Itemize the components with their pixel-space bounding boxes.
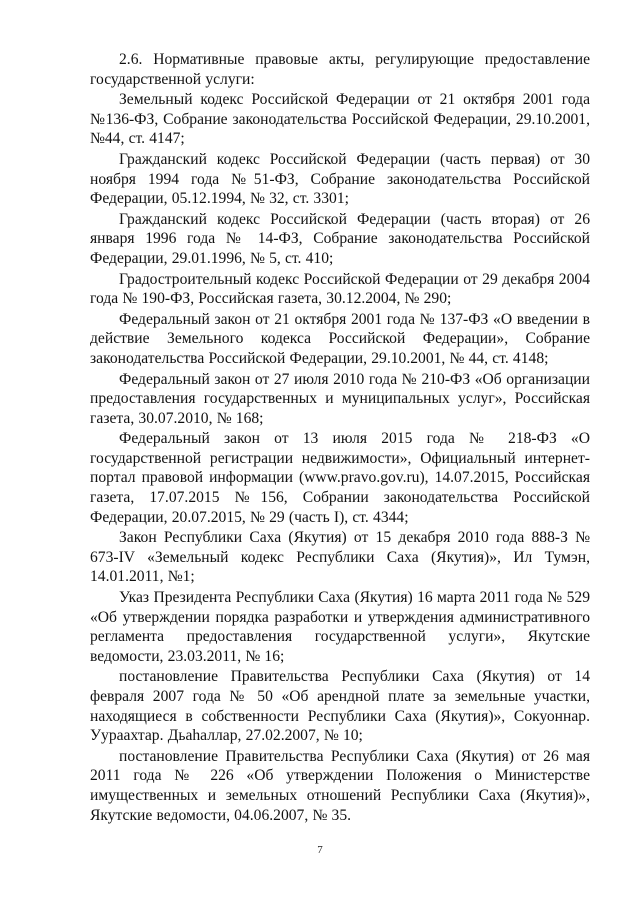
paragraph-section-heading: 2.6. Нормативные правовые акты, регулирующие предоставление государственной услуги: bbox=[90, 51, 590, 88]
paragraph-federal-law-137: Федеральный закон от 21 октября 2001 года № 137-ФЗ «О введении в действие Земельного кодекса Российской Федерации», Собрание законодательства Российской Федерации, 29.10.2001, № 44, ст. 4148; bbox=[90, 310, 590, 367]
paragraph-yakutia-law: Закон Республики Саха (Якутия) от 15 декабря 2010 года 888-З № 673-IV «Земельный кодекс Республики Саха (Якутия)», Ил Тумэн, 14.01.2011, №1; bbox=[90, 529, 590, 586]
document-body bbox=[90, 50, 590, 825]
paragraph-presidential-decree: Указ Президента Республики Саха (Якутия) 16 марта 2011 года № 529 «Об утверждении порядка разработки и утверждения административного регламента предоставления государственной услуги», Якутские ведомости, 23.03.2011, № 16; bbox=[90, 589, 590, 665]
paragraph-land-code: Земельный кодекс Российской Федерации от 21 октября 2001 года №136-ФЗ, Собрание законодательства Российской Федерации, 29.10.2001, №44, ст. 4147; bbox=[90, 91, 590, 148]
paragraph-federal-law-210: Федеральный закон от 27 июля 2010 года № 210-ФЗ «Об организации предоставления государственных и муниципальных услуг», Российская газета, 30.07.2010, № 168; bbox=[90, 370, 590, 427]
paragraph-federal-law-218: Федеральный закон от 13 июля 2015 года № 218-ФЗ «О государственной регистрации недвижимости», Официальный интернет-портал правовой информации (www.pravo.gov.ru), 14.07.2015, Российская газета, 17.07.2015 №156, Собрании законодательства Российской Федерации, 20.07.2015, № 29 (часть I), ст. 4344; bbox=[90, 430, 590, 526]
paragraph-government-resolution-50: постановление Правительства Республики Саха (Якутия) от 14 февраля 2007 года № 50 «Об арендной плате за земельные участки, находящиеся в собственности Республики Саха (Якутия)», Сокуоннар. Уураахтар. Дьаһаллар, 27.02.2007, № 10; bbox=[90, 668, 590, 745]
paragraph-civil-code-part-two: Гражданский кодекс Российской Федерации (часть вторая) от 26 января 1996 года № 14-ФЗ, Собрание законодательства Российской Федерации, 29.01.1996, № 5, ст. 410; bbox=[90, 210, 590, 267]
paragraph-urban-planning-code: Градостроительный кодекс Российской Федерации от 29 декабря 2004 года № 190-ФЗ, Российская газета, 30.12.2004, № 290; bbox=[90, 270, 590, 308]
paragraph-civil-code-part-one: Гражданский кодекс Российской Федерации (часть первая) от 30 ноября 1994 года №51-ФЗ, Собрание законодательства Российской Федерации, 05.12.1994, № 32, ст. 3301; bbox=[90, 150, 590, 208]
paragraph-government-resolution-226: постановление Правительства Республики Саха (Якутия) от 26 мая 2011 года № 226 «Об утверждении Положения о Министерстве имущественных и земельных отношений Республики Саха (Якутия)», Якутские ведомости, 04.06.2007, № 35. bbox=[90, 747, 590, 824]
page-number: 7 bbox=[317, 844, 323, 856]
